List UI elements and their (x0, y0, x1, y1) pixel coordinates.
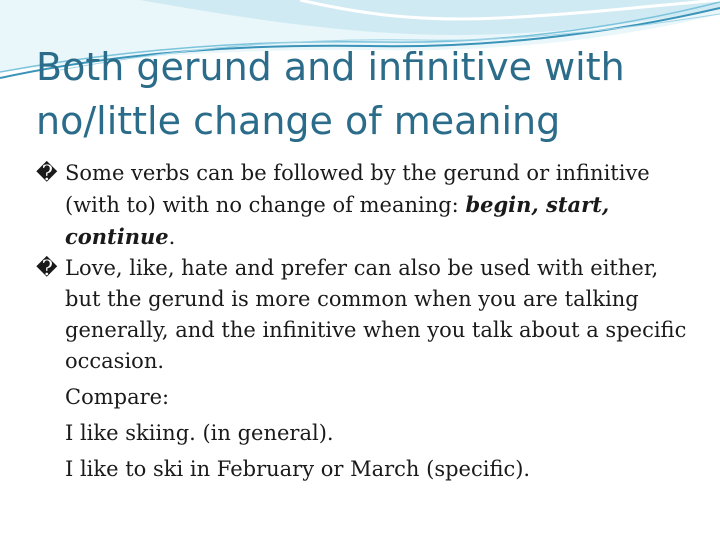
bullet-text (65, 158, 696, 253)
bullet-marker-icon: � (36, 256, 58, 280)
title-line-1: Both gerund and infinitive with (36, 45, 625, 89)
compare-label: Compare: (65, 385, 170, 409)
example-line: I like to ski in February or March (specific). (65, 457, 531, 481)
slide-title (36, 40, 696, 148)
bullet-item (36, 253, 696, 377)
slide-body (36, 158, 696, 485)
bullet-item (36, 158, 696, 253)
bullet-emphasis: begin, start, continue (65, 192, 610, 249)
bullet-marker-icon: � (36, 161, 58, 185)
title-line-2: no/little change of meaning (36, 99, 561, 143)
bullet-text-end: . (168, 225, 176, 249)
example-line: I like skiing. (in general). (65, 421, 334, 445)
bullet-text: Love, like, hate and prefer can also be used with either, but the gerund is more common when you are talking generally, and the infinitive when you talk about a specific occasion. (65, 256, 687, 373)
bullet-text-main: Some verbs can be followed by the gerund or infinitive (with to) with no change of meaning: (65, 161, 650, 217)
